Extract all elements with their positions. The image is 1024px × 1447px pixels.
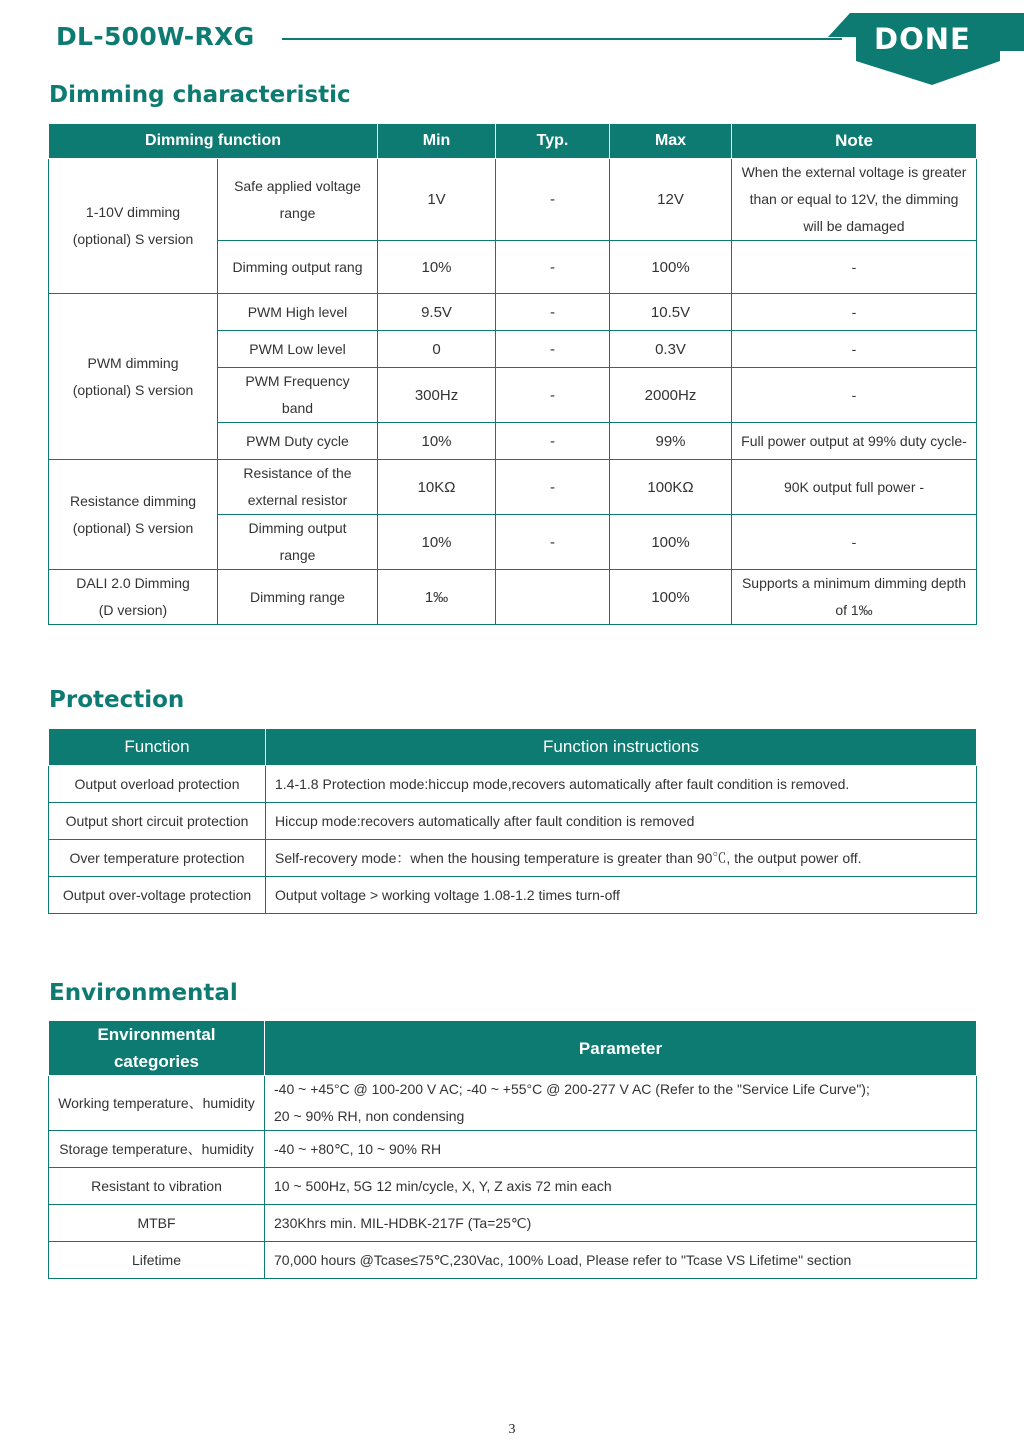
dimming-table-body xyxy=(49,159,977,625)
note-text: - xyxy=(732,331,977,368)
max-value: 99% xyxy=(610,423,732,460)
table-row xyxy=(49,1242,977,1279)
dimming-item: Dimming output rang xyxy=(218,241,378,294)
max-value: 100KΩ xyxy=(610,460,732,515)
note-text: Full power output at 99% duty cycle- xyxy=(732,423,977,460)
max-value: 12V xyxy=(610,159,732,241)
table-row xyxy=(49,1076,977,1131)
dimming-item: Resistance of the external resistor xyxy=(218,460,378,515)
dimming-item: Dimming output range xyxy=(218,515,378,570)
protection-function: Output over-voltage protection xyxy=(49,877,266,914)
dimming-item: PWM Low level xyxy=(218,331,378,368)
table-row xyxy=(49,766,977,803)
protection-instructions: Self-recovery mode：when the housing temperature is greater than 90℃, the output power off. xyxy=(266,840,977,877)
table-row xyxy=(49,294,977,331)
environmental-section-title: Environmental xyxy=(49,980,238,1006)
table-row xyxy=(49,570,977,625)
environmental-category: Storage temperature、humidity xyxy=(49,1131,265,1168)
table-row xyxy=(49,1168,977,1205)
table-row xyxy=(49,840,977,877)
environmental-category: Resistant to vibration xyxy=(49,1168,265,1205)
environmental-table-body xyxy=(49,1076,977,1279)
dimming-group-name: 1-10V dimming (optional) S version xyxy=(49,159,218,294)
table-row xyxy=(49,803,977,840)
max-value: 100% xyxy=(610,241,732,294)
dimming-item: Safe applied voltage range xyxy=(218,159,378,241)
environmental-category: MTBF xyxy=(49,1205,265,1242)
max-value: 100% xyxy=(610,515,732,570)
col-typ: Typ. xyxy=(496,124,610,159)
page-number: 3 xyxy=(508,1422,516,1437)
note-text: - xyxy=(732,515,977,570)
protection-function: Output overload protection xyxy=(49,766,266,803)
dimming-group-name: PWM dimming (optional) S version xyxy=(49,294,218,460)
dimming-item: Dimming range xyxy=(218,570,378,625)
min-value: 10KΩ xyxy=(378,460,496,515)
max-value: 2000Hz xyxy=(610,368,732,423)
environmental-parameter: 10 ~ 500Hz, 5G 12 min/cycle, X, Y, Z axis 72 min each xyxy=(265,1168,977,1205)
typ-value: - xyxy=(496,159,610,241)
typ-value: - xyxy=(496,241,610,294)
note-text: - xyxy=(732,368,977,423)
min-value: 10% xyxy=(378,515,496,570)
dimming-item: PWM Duty cycle xyxy=(218,423,378,460)
typ-value: - xyxy=(496,423,610,460)
dimming-group-name: DALI 2.0 Dimming (D version) xyxy=(49,570,218,625)
col-dimming-function: Dimming function xyxy=(49,124,378,159)
typ-value: - xyxy=(496,294,610,331)
table-row xyxy=(49,877,977,914)
col-function-instructions: Function instructions xyxy=(266,729,977,766)
min-value: 300Hz xyxy=(378,368,496,423)
typ-value: - xyxy=(496,515,610,570)
min-value: 10% xyxy=(378,241,496,294)
typ-value: - xyxy=(496,331,610,368)
protection-instructions: Hiccup mode:recovers automatically after fault condition is removed xyxy=(266,803,977,840)
dimming-item: PWM Frequency band xyxy=(218,368,378,423)
table-row xyxy=(49,1205,977,1242)
note-text: When the external voltage is greater than or equal to 12V, the dimming will be damaged xyxy=(732,159,977,241)
protection-instructions: Output voltage > working voltage 1.08-1.2 times turn-off xyxy=(266,877,977,914)
col-parameter: Parameter xyxy=(265,1021,977,1076)
brand-logo-text: DONE xyxy=(874,22,971,56)
model-title: DL-500W-RXG xyxy=(56,22,255,51)
col-function: Function xyxy=(49,729,266,766)
table-row xyxy=(49,159,977,241)
typ-value xyxy=(496,570,610,625)
environmental-table xyxy=(48,1020,977,1279)
dimming-section-title: Dimming characteristic xyxy=(49,82,351,108)
note-text: - xyxy=(732,294,977,331)
col-environmental-categories: Environmental categories xyxy=(49,1021,265,1076)
col-note: Note xyxy=(732,124,977,159)
environmental-category: Lifetime xyxy=(49,1242,265,1279)
header-rule xyxy=(282,38,842,40)
min-value: 0 xyxy=(378,331,496,368)
note-text: - xyxy=(732,241,977,294)
note-text: Supports a minimum dimming depth of 1‰ xyxy=(732,570,977,625)
typ-value: - xyxy=(496,368,610,423)
environmental-category: Working temperature、humidity xyxy=(49,1076,265,1131)
environmental-parameter: 230Khrs min. MIL-HDBK-217F (Ta=25℃) xyxy=(265,1205,977,1242)
min-value: 9.5V xyxy=(378,294,496,331)
protection-section-title: Protection xyxy=(49,687,185,713)
min-value: 1‰ xyxy=(378,570,496,625)
min-value: 1V xyxy=(378,159,496,241)
protection-function: Output short circuit protection xyxy=(49,803,266,840)
protection-instructions: 1.4-1.8 Protection mode:hiccup mode,recovers automatically after fault condition is removed. xyxy=(266,766,977,803)
environmental-parameter: -40 ~ +80℃, 10 ~ 90% RH xyxy=(265,1131,977,1168)
note-text: 90K output full power - xyxy=(732,460,977,515)
max-value: 10.5V xyxy=(610,294,732,331)
max-value: 100% xyxy=(610,570,732,625)
col-min: Min xyxy=(378,124,496,159)
protection-table xyxy=(48,728,977,914)
dimming-group-name: Resistance dimming (optional) S version xyxy=(49,460,218,570)
min-value: 10% xyxy=(378,423,496,460)
dimming-table xyxy=(48,123,977,625)
environmental-parameter: -40 ~ +45°C @ 100-200 V AC; -40 ~ +55°C @ 200-277 V AC (Refer to the "Service Life Curve"); 20 ~ 90% RH, non condensing xyxy=(265,1076,977,1131)
environmental-parameter: 70,000 hours @Tcase≤75℃,230Vac, 100% Load, Please refer to "Tcase VS Lifetime" section xyxy=(265,1242,977,1279)
typ-value: - xyxy=(496,460,610,515)
dimming-item: PWM High level xyxy=(218,294,378,331)
max-value: 0.3V xyxy=(610,331,732,368)
protection-function: Over temperature protection xyxy=(49,840,266,877)
protection-table-body xyxy=(49,766,977,914)
table-row xyxy=(49,1131,977,1168)
table-row xyxy=(49,460,977,515)
col-max: Max xyxy=(610,124,732,159)
